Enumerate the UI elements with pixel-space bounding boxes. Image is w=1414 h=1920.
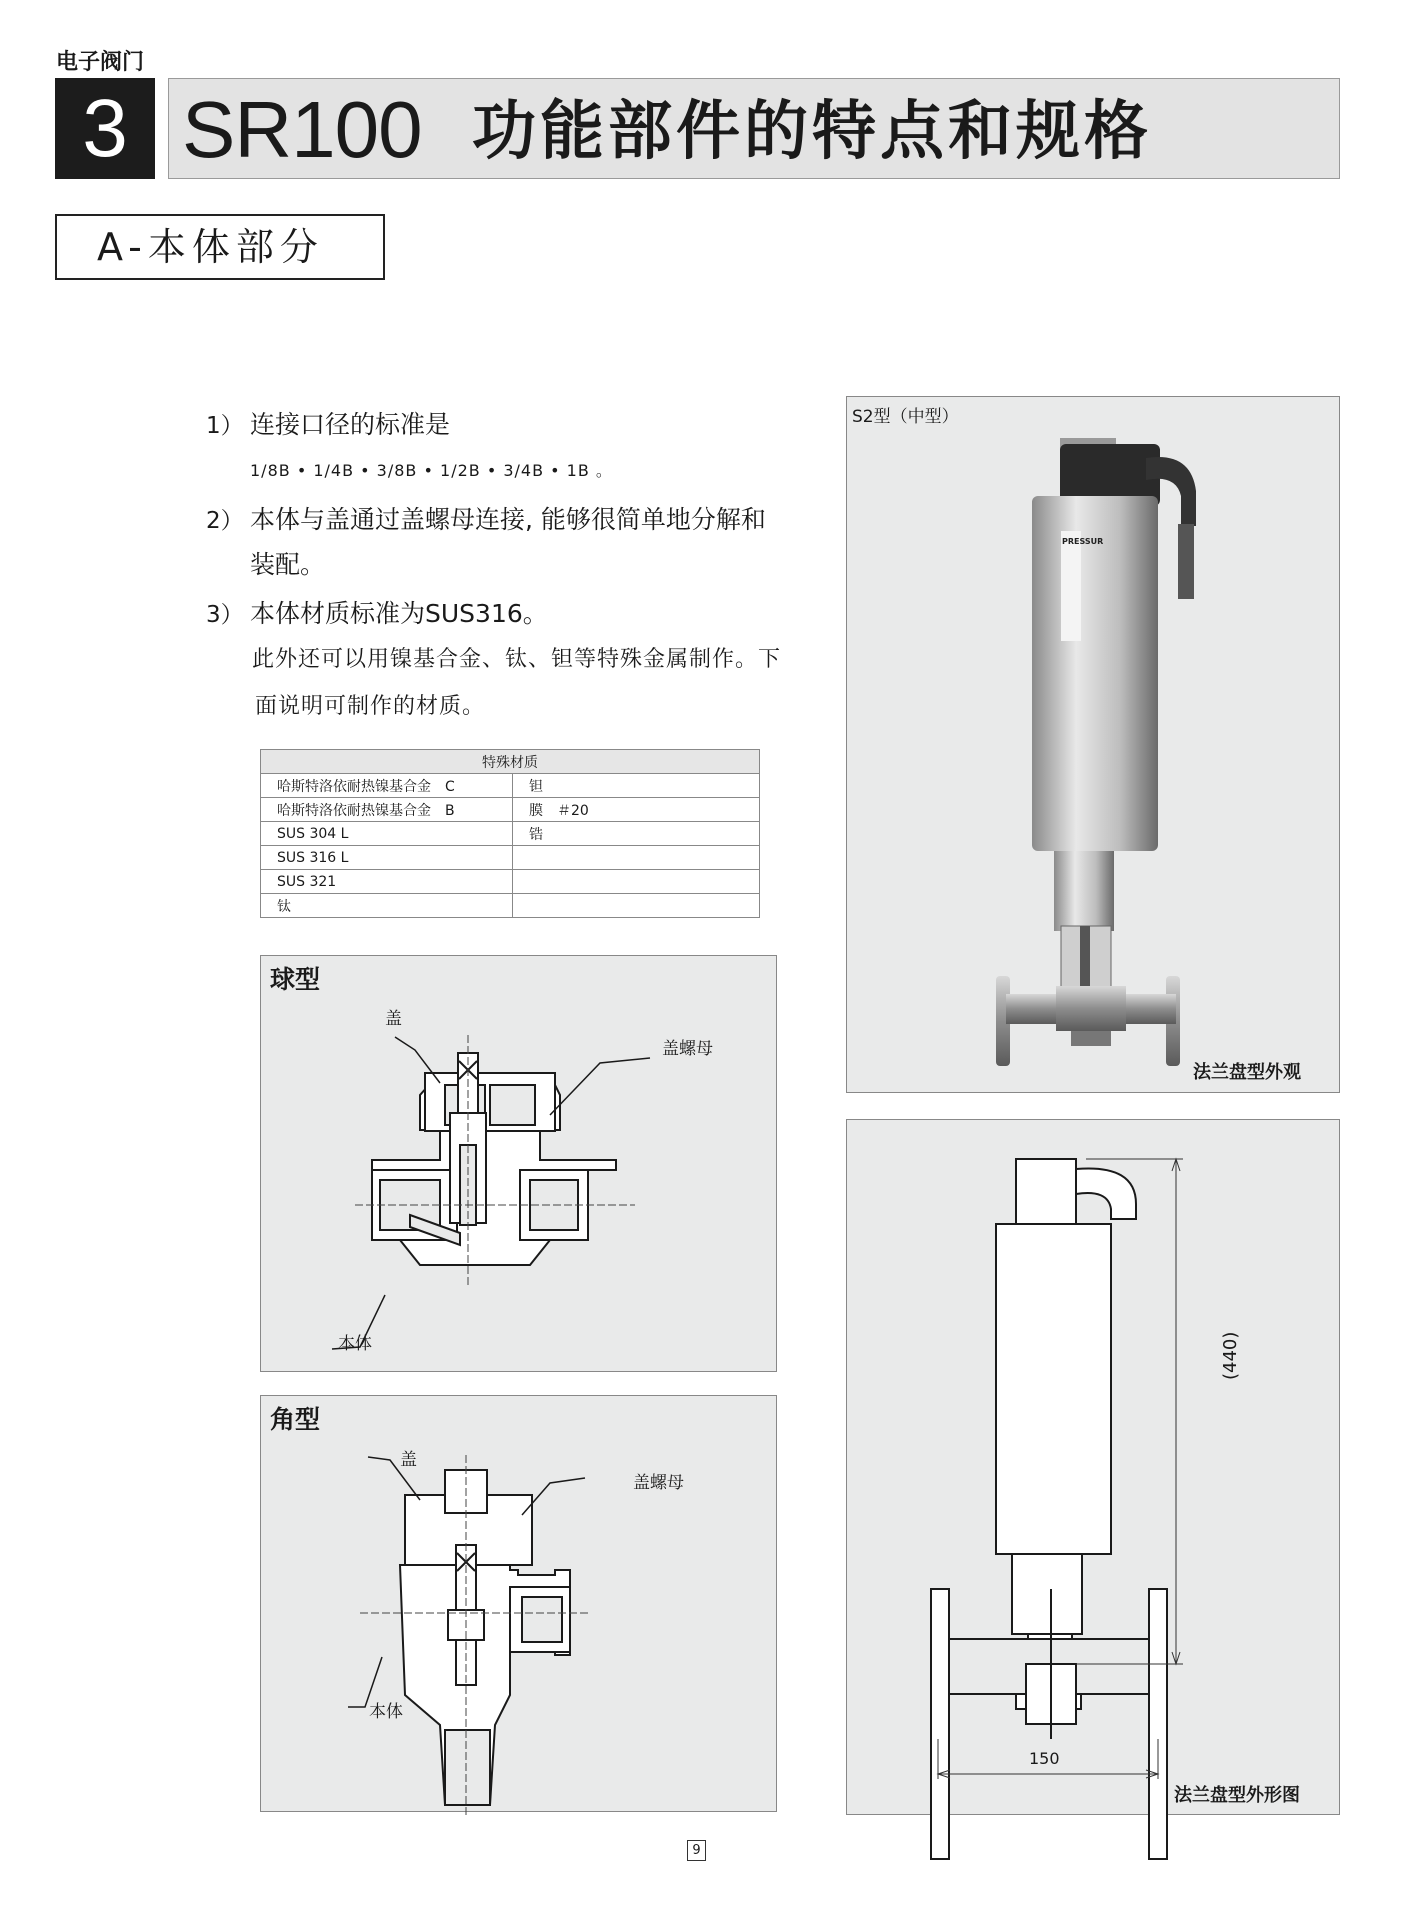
- item-1-number: 1）: [206, 413, 244, 439]
- table-cell: 哈斯特洛依耐热镍基合金 B: [261, 798, 513, 822]
- table-cell: 哈斯特洛依耐热镍基合金 C: [261, 774, 513, 798]
- item-3-text: 本体材质标准为SUS316。: [250, 599, 548, 628]
- globe-cover-label: 盖: [385, 1009, 402, 1029]
- table-cell: 钛: [261, 894, 513, 918]
- table-cell: SUS 316 L: [261, 846, 513, 870]
- outline-caption: 法兰盘型外形图: [1174, 1785, 1300, 1806]
- item-2-number: 2）: [206, 508, 244, 534]
- angle-body-label: 本体: [369, 1702, 403, 1722]
- angle-valve-title: 角型: [270, 1405, 321, 1434]
- table-cell: [513, 846, 760, 870]
- table-row: [261, 846, 760, 870]
- table-cell: SUS 304 L: [261, 822, 513, 846]
- table-row: [261, 798, 760, 822]
- item-3-note-line2: 面说明可制作的材质。: [255, 694, 486, 719]
- photo-title: S2型（中型）: [852, 407, 959, 427]
- globe-cover-nut-label: 盖螺母: [662, 1039, 713, 1059]
- height-dimension: (440): [1220, 1331, 1241, 1380]
- item-3-number: 3）: [206, 602, 244, 628]
- table-row: [261, 822, 760, 846]
- valve-photo-illustration: [846, 396, 1340, 1093]
- item-1-text: 连接口径的标准是: [250, 410, 451, 439]
- outline-drawing: [846, 1119, 1340, 1815]
- page-title: 功能部件的特点和规格: [472, 95, 1152, 169]
- table-cell: 膜 ＃20: [513, 798, 760, 822]
- angle-cover-label: 盖: [400, 1450, 417, 1470]
- item-1-sizes: 1/8B • 1/4B • 3/8B • 1/2B • 3/4B • 1B 。: [250, 461, 613, 480]
- photo-caption: 法兰盘型外观: [1193, 1062, 1301, 1083]
- table-cell: 锆: [513, 822, 760, 846]
- globe-valve-diagram: [260, 955, 777, 1372]
- angle-cover-nut-label: 盖螺母: [633, 1473, 684, 1493]
- width-dimension: 150: [1029, 1749, 1060, 1768]
- page-number: 9: [687, 1840, 706, 1861]
- globe-body-label: 本体: [338, 1334, 372, 1354]
- globe-valve-title: 球型: [270, 965, 321, 994]
- photo-brand-text: PRESSUR: [1062, 537, 1104, 546]
- category-label: 电子阀门: [56, 50, 145, 75]
- table-row: [261, 894, 760, 918]
- angle-valve-diagram: [260, 1395, 777, 1812]
- materials-table-header: 特殊材质: [261, 750, 760, 774]
- table-row: [261, 774, 760, 798]
- table-cell: SUS 321: [261, 870, 513, 894]
- item-2-text-cont: 装配。: [250, 550, 326, 579]
- section-number: 3: [55, 78, 155, 179]
- item-2-text: 本体与盖通过盖螺母连接, 能够很简单地分解和: [250, 505, 766, 534]
- item-3-note-line1: 此外还可以用镍基合金、钛、钽等特殊金属制作。下: [252, 647, 782, 672]
- table-row: [261, 870, 760, 894]
- table-cell: 钽: [513, 774, 760, 798]
- table-cell: [513, 894, 760, 918]
- table-cell: [513, 870, 760, 894]
- subsection-title: A-本体部分: [55, 214, 385, 280]
- page-title-model: SR100: [182, 85, 422, 174]
- materials-table: [260, 749, 760, 918]
